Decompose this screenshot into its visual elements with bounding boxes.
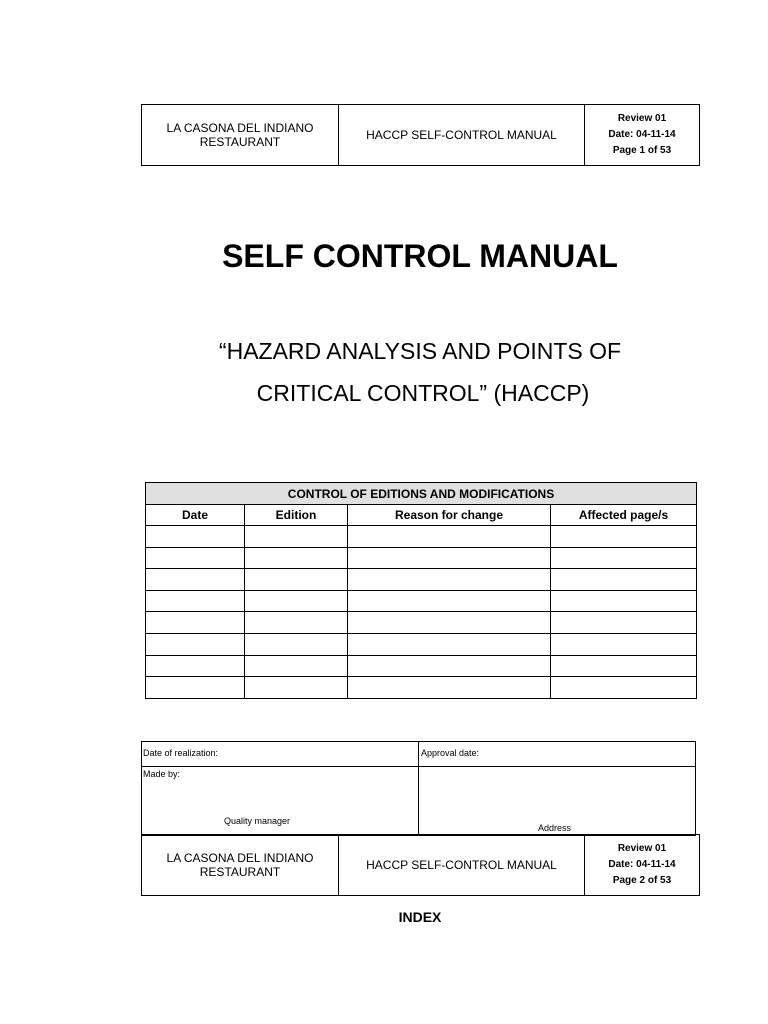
page-title: SELF CONTROL MANUAL [222, 238, 618, 274]
date-label: Date: 04-11-14 [608, 859, 676, 870]
table-row [146, 590, 697, 612]
table-cell [146, 677, 245, 699]
date-label: Date: 04-11-14 [608, 129, 676, 140]
table-cell [348, 547, 551, 569]
company-line1: LA CASONA DEL INDIANO [166, 121, 314, 135]
editions-caption: CONTROL OF EDITIONS AND MODIFICATIONS [146, 483, 697, 505]
address-label: Address [538, 823, 572, 833]
header-top [141, 104, 700, 166]
table-cell [348, 526, 551, 548]
editions-table [145, 482, 697, 699]
table-cell [551, 633, 697, 655]
table-cell [146, 633, 245, 655]
table-cell [551, 655, 697, 677]
approval-box [141, 741, 696, 836]
table-cell [551, 547, 697, 569]
table-cell [551, 612, 697, 634]
table-cell [245, 569, 348, 591]
table-cell [146, 547, 245, 569]
table-row [146, 677, 697, 699]
company-line1: LA CASONA DEL INDIANO [166, 851, 314, 865]
manual-title: HACCP SELF-CONTROL MANUAL [366, 858, 557, 872]
table-cell [146, 569, 245, 591]
table-cell [245, 526, 348, 548]
table-cell [146, 612, 245, 634]
table-cell [348, 633, 551, 655]
review-label: Review 01 [617, 843, 667, 854]
table-row [146, 547, 697, 569]
col-header-date: Date [146, 505, 245, 526]
table-cell [245, 612, 348, 634]
table-cell [146, 655, 245, 677]
table-cell [146, 526, 245, 548]
header-meta [585, 105, 699, 165]
table-cell [146, 590, 245, 612]
table-cell [245, 547, 348, 569]
approval-column-divider [418, 742, 419, 835]
company-line2: RESTAURANT [199, 135, 281, 149]
header-company [142, 835, 339, 895]
col-header-edition: Edition [245, 505, 348, 526]
table-cell [348, 612, 551, 634]
table-cell [551, 569, 697, 591]
header-bottom [141, 834, 700, 896]
header-manual [339, 835, 585, 895]
table-row [146, 612, 697, 634]
review-label: Review 01 [617, 113, 667, 124]
table-row [146, 655, 697, 677]
header-company [142, 105, 339, 165]
header-manual [339, 105, 585, 165]
table-cell [348, 590, 551, 612]
table-cell [245, 590, 348, 612]
table-row [146, 569, 697, 591]
table-cell [551, 526, 697, 548]
subtitle-line1: “HAZARD ANALYSIS AND POINTS OF [218, 338, 622, 364]
made-by-label: Made by: [143, 769, 181, 779]
manual-title: HACCP SELF-CONTROL MANUAL [366, 128, 557, 142]
table-cell [245, 655, 348, 677]
approval-date-label: Approval date: [421, 748, 480, 758]
header-meta [585, 835, 699, 895]
table-cell [348, 677, 551, 699]
index-title: INDEX [398, 909, 442, 925]
table-cell [348, 569, 551, 591]
page-label: Page 1 of 53 [612, 145, 672, 156]
table-cell [348, 655, 551, 677]
table-cell [245, 633, 348, 655]
table-cell [245, 677, 348, 699]
table-row [146, 633, 697, 655]
date-of-realization-label: Date of realization: [143, 748, 219, 758]
page-label: Page 2 of 53 [612, 875, 672, 886]
table-row [146, 526, 697, 548]
company-line2: RESTAURANT [199, 865, 281, 879]
table-cell [551, 590, 697, 612]
table-cell [551, 677, 697, 699]
col-header-affected-pages: Affected page/s [551, 505, 697, 526]
subtitle-line2: CRITICAL CONTROL” (HACCP) [256, 380, 590, 406]
quality-manager-label: Quality manager [224, 816, 291, 826]
col-header-reason: Reason for change [348, 505, 551, 526]
editions-body [146, 526, 697, 699]
